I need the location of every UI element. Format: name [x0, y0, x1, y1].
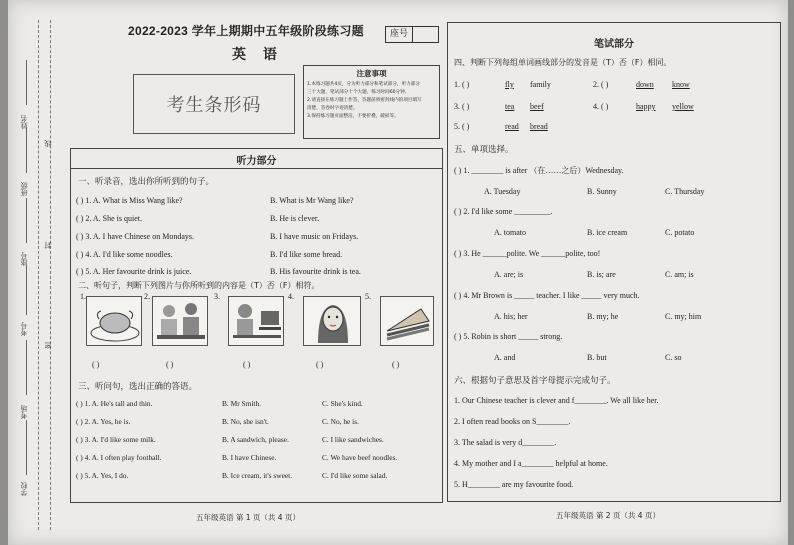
boy-at-computer-icon [228, 296, 284, 346]
s5-q1-c: C. Thursday [665, 187, 705, 196]
s5-q3-b: B. is; are [587, 270, 616, 279]
s6-q4[interactable]: 4. My mother and I a________ helpful at home. [454, 459, 608, 468]
s3-q5-b: B. Ice cream, it's sweet. [222, 471, 293, 480]
page-1-footer: 五年级英语 第 1 页（共 4 页） [196, 513, 300, 522]
s5-q5-c: C. so [665, 353, 682, 362]
s5-q3-c: C. am; is [665, 270, 694, 279]
s6-q3[interactable]: 3. The salad is very d________. [454, 438, 557, 447]
pic-num-3: 3. [214, 292, 220, 301]
examno-blank[interactable] [26, 265, 27, 315]
barcode-area: 考生条形码 [133, 74, 295, 134]
s4-q1-w1: fly [505, 80, 514, 89]
s4-q3-w1: tea [505, 102, 515, 111]
pic-num-1: 1. [80, 292, 86, 301]
name-blank[interactable] [26, 60, 27, 105]
s4-q1-w2: family [530, 80, 551, 89]
pic-num-4: 4. [288, 292, 294, 301]
s1-q3-b: B. I have music on Fridays. [270, 232, 359, 241]
school-blank[interactable] [26, 420, 27, 475]
notice-line: 1.本练习题共4页，分为听力部分和笔试部分，听力部分 [307, 82, 420, 87]
s4-q5[interactable]: 5. ( ) [454, 122, 470, 131]
s3-q3-c: C. I like sandwiches. [322, 435, 384, 444]
s4-q4-w1: happy [636, 102, 656, 111]
s1-q2[interactable]: ( ) 2. A. She is quiet. [76, 214, 142, 223]
s6-q2[interactable]: 2. I often read books on S________. [454, 417, 571, 426]
notice-line: 三十大题，笔试部分十个大题，练习时间60分钟。 [307, 90, 410, 95]
binding-feng: 封 [45, 242, 52, 249]
s4-q2-w2: know [672, 80, 690, 89]
family-dinner-icon [152, 296, 208, 346]
s4-q5-w2: bread [530, 122, 548, 131]
s5-q3[interactable]: ( ) 3. He ______polite. We ______polite, too! [454, 249, 601, 258]
notice-box [303, 65, 440, 139]
s3-q5[interactable]: ( ) 5. A. Yes, I do. [76, 471, 129, 480]
s4-q2[interactable]: 2. ( ) [593, 80, 609, 89]
s3-q4-c: C. We have beef noodles. [322, 453, 398, 462]
room-blank[interactable] [26, 340, 27, 395]
exam-title: 2022-2023 学年上期期中五年级阶段练习题 [128, 24, 364, 38]
s5-q2[interactable]: ( ) 2. I'd like some _________. [454, 207, 553, 216]
s4-q2-w1: down [636, 80, 654, 89]
seat-blank[interactable] [26, 198, 27, 243]
s1-q4-b: B. I'd like some bread. [270, 250, 343, 259]
pic-answer-1[interactable]: ( ) [92, 360, 100, 369]
s4-q4[interactable]: 4. ( ) [593, 102, 609, 111]
s3-q1-c: C. She's kind. [322, 399, 363, 408]
seal-line-outer [38, 20, 39, 530]
listening-head-rule [70, 168, 443, 169]
s3-q5-c: C. I'd like some salad. [322, 471, 388, 480]
s3-q3-b: B. A sandwich, please. [222, 435, 289, 444]
s1-q5[interactable]: ( ) 5. A. Her favourite drink is juice. [76, 267, 192, 276]
s3-q2[interactable]: ( ) 2. A. Yes, he is. [76, 417, 131, 426]
s4-q4-w2: yellow [672, 102, 694, 111]
girl-portrait-icon [303, 296, 361, 346]
s1-q1[interactable]: ( ) 1. A. What is Miss Wang like? [76, 196, 183, 205]
pic-answer-2[interactable]: ( ) [166, 360, 174, 369]
notice-line: 清楚，答卷时字迹清楚。 [307, 106, 358, 111]
s5-q1-b: B. Sunny [587, 187, 617, 196]
s5-q3-a: A. are; is [494, 270, 524, 279]
s4-q1[interactable]: 1. ( ) [454, 80, 470, 89]
s3-q2-c: C. No, he is. [322, 417, 359, 426]
binding-seat-label: 座号 [21, 252, 28, 266]
s5-q4-b: B. my; he [587, 312, 619, 321]
page-2-footer: 五年级英语 第 2 页（共 4 页） [556, 511, 660, 520]
notice-title: 注意事项 [356, 69, 387, 78]
s4-q3-w2: beef [530, 102, 544, 111]
s3-q2-b: B. No, she isn't. [222, 417, 269, 426]
pic-answer-4[interactable]: ( ) [316, 360, 324, 369]
writing-heading: 笔试部分 [594, 39, 634, 50]
s5-q4[interactable]: ( ) 4. Mr Brown is _____ teacher. I like _____ very much. [454, 291, 640, 300]
s3-q3[interactable]: ( ) 3. A. I'd like some milk. [76, 435, 156, 444]
class-blank[interactable] [26, 128, 27, 173]
binding-name-label: 姓名 [21, 115, 28, 129]
s5-q2-a: A. tomato [494, 228, 526, 237]
seat-number-box [385, 26, 439, 43]
roast-chicken-icon [86, 296, 142, 346]
sandwich-icon [380, 296, 434, 346]
binding-mi: 密 [45, 342, 52, 349]
binding-room-label: 考场 [21, 405, 28, 419]
s3-q1[interactable]: ( ) 1. A. He's tall and thin. [76, 399, 153, 408]
writing-panel [447, 22, 781, 502]
section-1-title: 一、听录音，选出你所听到的句子。 [78, 177, 215, 187]
pic-answer-3[interactable]: ( ) [243, 360, 251, 369]
pic-num-5: 5. [365, 292, 371, 301]
notice-line: 3.保持练习题页面整洁，不要折叠，破损等。 [307, 114, 399, 119]
seat-number-label: 座号 [386, 27, 413, 42]
notice-line: 2.请直接在练习题上作答，答题前将密封线内的项目填写 [307, 98, 422, 103]
binding-xian: 线 [45, 140, 52, 147]
s6-q5[interactable]: 5. H________ are my favourite food. [454, 480, 574, 489]
s5-q4-c: C. my; him [665, 312, 702, 321]
section-4-title: 四、判断下列每组单词画线部分的发音是（T）否（F）相同。 [454, 58, 672, 67]
s3-q4-b: B. I have Chinese. [222, 453, 277, 462]
binding-examno-label: 考号 [21, 322, 28, 336]
binding-strip [8, 20, 58, 530]
s5-q1-a: A. Tuesday [484, 187, 521, 196]
s5-q4-a: A. his; her [494, 312, 528, 321]
s3-q1-b: B. Mr Smith. [222, 399, 262, 408]
s1-q4[interactable]: ( ) 4. A. I'd like some noodles. [76, 250, 173, 259]
pic-num-2: 2. [144, 292, 150, 301]
s5-q5[interactable]: ( ) 5. Robin is short _____ strong. [454, 332, 563, 341]
s5-q2-b: B. ice cream [587, 228, 628, 237]
s1-q3[interactable]: ( ) 3. A. I have Chinese on Mondays. [76, 232, 194, 241]
s5-q5-b: B. but [587, 353, 607, 362]
s6-q1[interactable]: 1. Our Chinese teacher is clever and f________. We all like her. [454, 396, 659, 405]
s4-q5-w1: read [505, 122, 519, 131]
s5-q5-a: A. and [494, 353, 516, 362]
pic-answer-5[interactable]: ( ) [392, 360, 400, 369]
s4-q3[interactable]: 3. ( ) [454, 102, 470, 111]
binding-school-label: 学校 [21, 482, 28, 496]
exam-subject: 英 语 [232, 47, 283, 63]
s5-q2-c: C. potato [665, 228, 695, 237]
s1-q5-b: B. His favourite drink is tea. [270, 267, 361, 276]
seal-line-inner [50, 20, 51, 530]
s1-q1-b: B. What is Mr Wang like? [270, 196, 354, 205]
seat-number-field[interactable] [413, 27, 438, 42]
section-2-title: 二、听句子，判断下列图片与你所听到的内容是（T）否（F）相符。 [78, 281, 320, 290]
binding-class-label: 班级 [21, 182, 28, 196]
listening-heading: 听力部分 [236, 156, 277, 167]
s5-q1[interactable]: ( ) 1. ________ is after （在……之后）Wednesday. [454, 166, 624, 175]
section-5-title: 五、单项选择。 [454, 145, 514, 155]
section-6-title: 六、根据句子意思及首字母提示完成句子。 [454, 376, 616, 386]
s3-q4[interactable]: ( ) 4. A. I often play football. [76, 453, 162, 462]
s1-q2-b: B. He is clever. [270, 214, 320, 223]
section-3-title: 三、听问句，选出正确的答语。 [78, 382, 198, 392]
